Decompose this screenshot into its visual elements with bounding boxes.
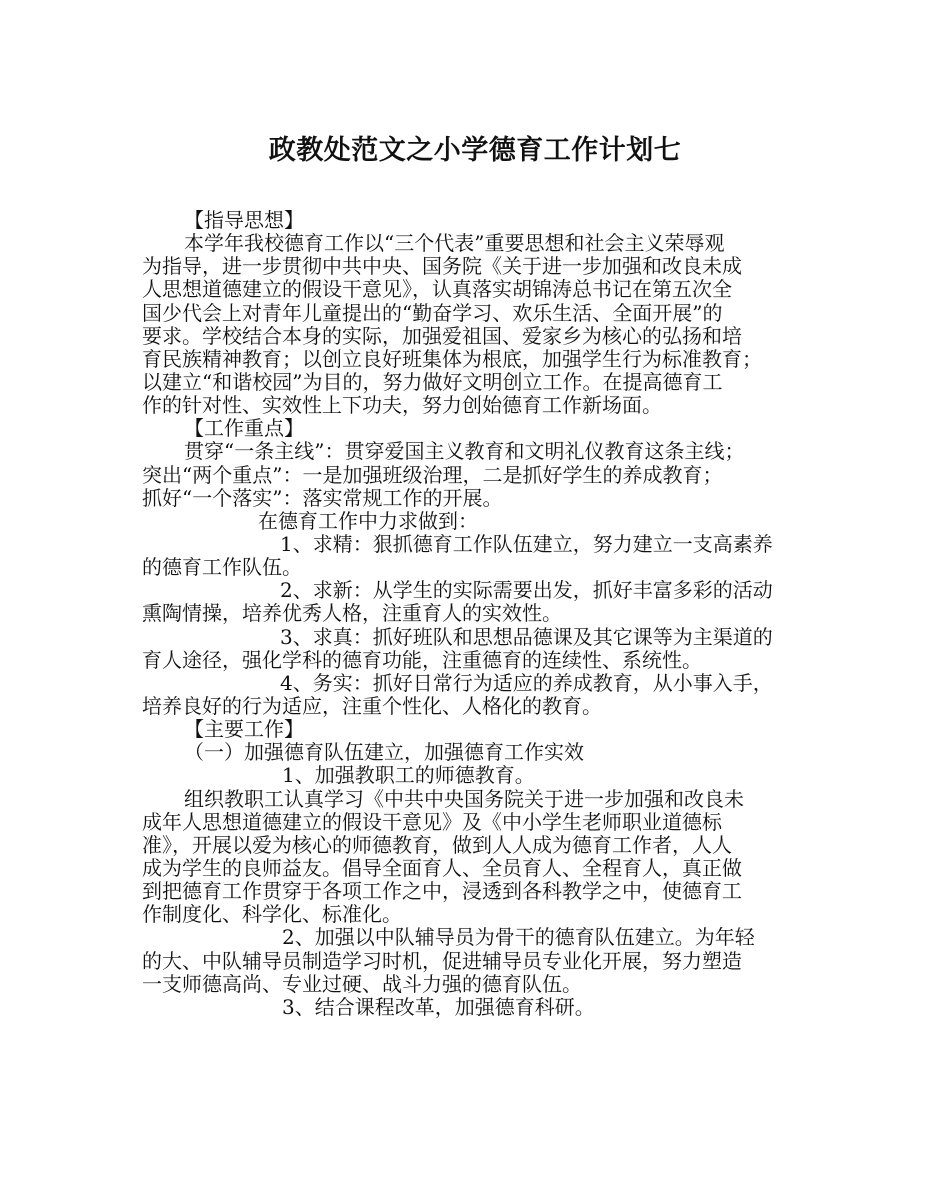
text-line: 【指导思想】 <box>184 208 304 232</box>
text-line: 育民族精神教育；以创立良好班集体为根底，加强学生行为标准教育； <box>142 346 762 371</box>
text-line: 准》，开展以爱为核心的师德教育，做到人人成为德育工作者，人人 <box>142 832 732 857</box>
text-line: 以建立“和谐校园”为目的，努力做好文明创立工作。在提高德育工 <box>142 369 723 394</box>
text-line: 的大、中队辅导员制造学习时机，促进辅导员专业化开展，努力塑造 <box>142 948 742 973</box>
text-line: 3、结合课程改革，加强德育科研。 <box>282 994 595 1019</box>
document-title: 政教处范文之小学德育工作计划七 <box>268 135 682 166</box>
document-body <box>142 209 812 1019</box>
text-line: 熏陶情操，培养优秀人格，注重育人的实效性。 <box>142 601 562 626</box>
text-line: 培养良好的行为适应，注重个性化、人格化的教育。 <box>142 693 602 718</box>
text-line: 1、加强教职工的师德教育。 <box>282 763 535 788</box>
text-line: 一支师德高尚、专业过硬、战斗力强的德育队伍。 <box>142 971 582 996</box>
text-line: 国少代会上对青年儿童提出的“勤奋学习、欢乐生活、全面开展”的 <box>142 300 723 325</box>
text-line: 突出“两个重点”：一是加强班级治理，二是抓好学生的养成教育； <box>142 462 723 487</box>
text-line: 1、求精：狠抓德育工作队伍建立，努力建立一支高素养 <box>280 531 773 556</box>
text-line: （一）加强德育队伍建立，加强德育工作实效 <box>184 740 584 765</box>
text-line: 成为学生的良师益友。倡导全面育人、全员育人、全程育人，真正做 <box>142 855 742 880</box>
text-line: 【工作重点】 <box>184 416 304 441</box>
text-line: 组织教职工认真学习《中共中央国务院关于进一步加强和改良未 <box>184 786 744 811</box>
text-line: 贯穿“一条主线”：贯穿爱国主义教育和文明礼仪教育这条主线； <box>184 439 745 464</box>
text-line: 作制度化、科学化、标准化。 <box>142 902 402 927</box>
text-line: 的德育工作队伍。 <box>142 555 302 580</box>
text-line: 育人途径，强化学科的德育功能，注重德育的连续性、系统性。 <box>142 647 702 672</box>
text-line: 成年人思想道德建立的假设干意见》及《中小学生老师职业道德标 <box>142 809 722 834</box>
text-line: 人思想道德建立的假设干意见》，认真落实胡锦涛总书记在第五次全 <box>142 277 732 302</box>
text-line: 2、求新：从学生的实际需要出发，抓好丰富多彩的活动 <box>280 578 773 603</box>
text-line: 4、务实：抓好日常行为适应的养成教育，从小事入手， <box>280 670 773 695</box>
text-line: 【主要工作】 <box>184 717 304 742</box>
text-line: 3、求真：抓好班队和思想品德课及其它课等为主渠道的 <box>280 624 773 649</box>
text-line: 要求。学校结合本身的实际，加强爱祖国、爱家乡为核心的弘扬和培 <box>142 323 742 348</box>
text-line: 作的针对性、实效性上下功夫，努力创始德育工作新场面。 <box>142 393 662 418</box>
text-line: 为指导，进一步贯彻中共中央、国务院《关于进一步加强和改良未成 <box>142 254 742 279</box>
text-line: 抓好“一个落实”：落实常规工作的开展。 <box>142 485 503 510</box>
text-line: 2、加强以中队辅导员为骨干的德育队伍建立。为年轻 <box>282 925 755 950</box>
text-line: 本学年我校德育工作以“三个代表”重要思想和社会主义荣辱观 <box>184 231 725 256</box>
text-line: 在德育工作中力求做到： <box>258 508 478 533</box>
text-line: 到把德育工作贯穿于各项工作之中，浸透到各科教学之中，使德育工 <box>142 879 742 904</box>
